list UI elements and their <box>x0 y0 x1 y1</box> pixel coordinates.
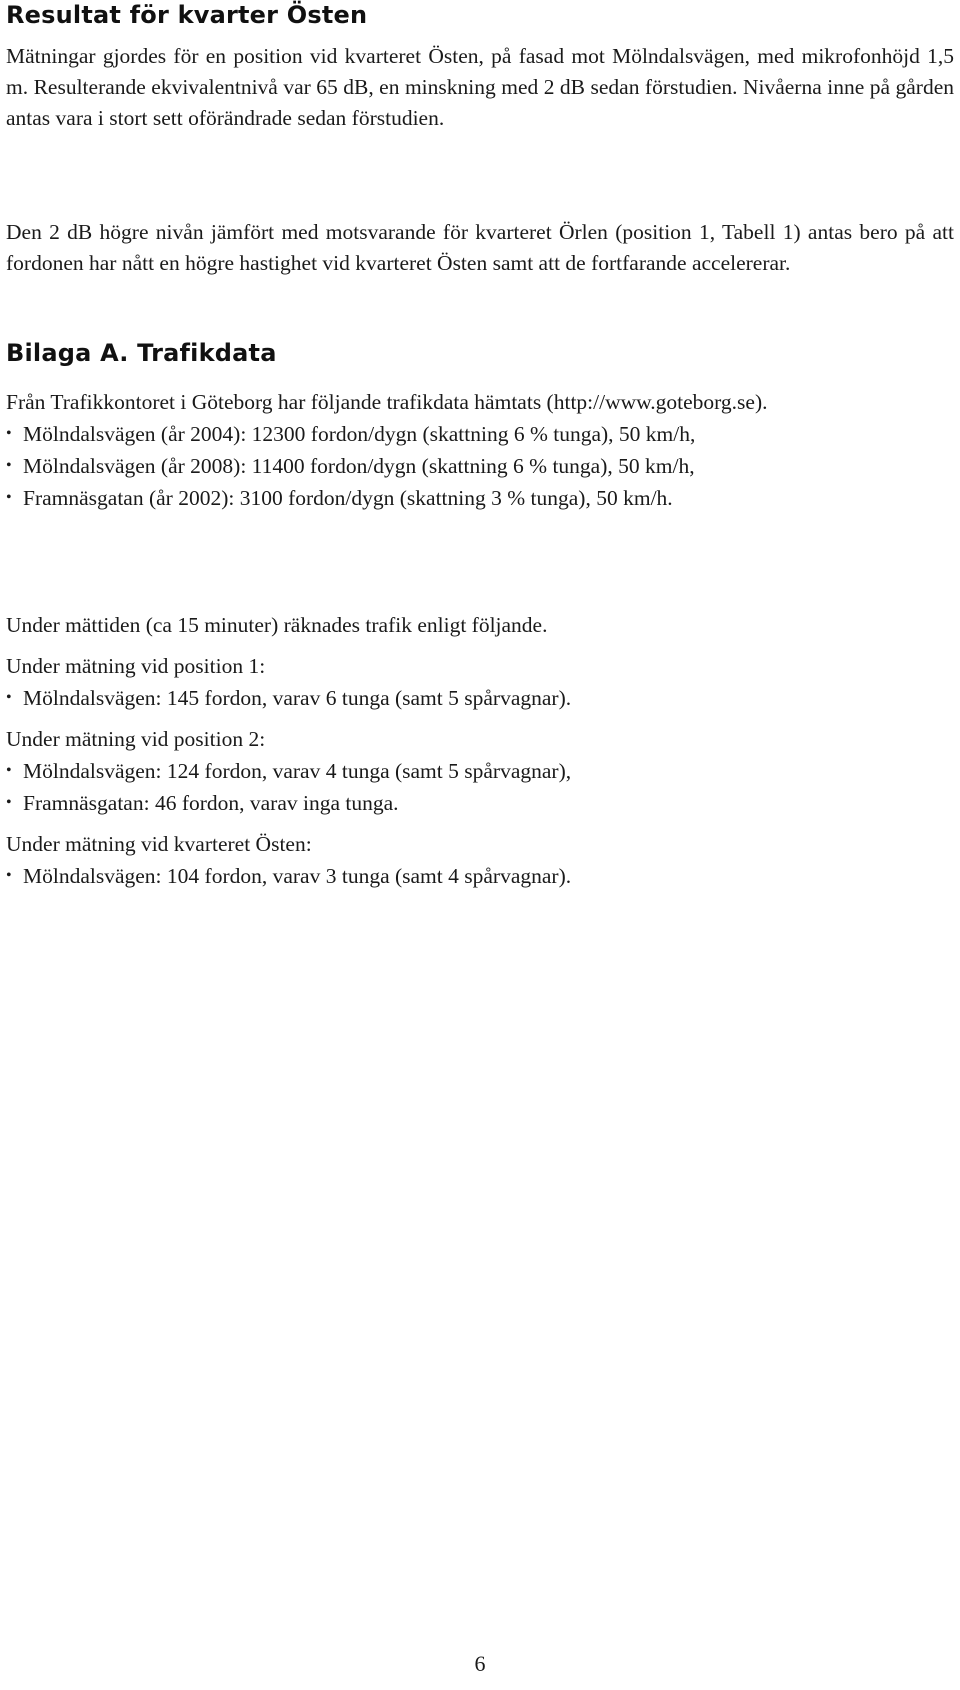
traffic-list <box>6 418 954 514</box>
traffic-data-block <box>6 387 954 514</box>
position2-label: Under mätning vid position 2: <box>6 727 266 751</box>
results-paragraph-2: Den 2 dB högre nivån jämfört med motsvarande för kvarteret Örlen (position 1, Tabell 1) antas bero på att fordonen har nått en högre hastighet vid kvarteret Östen samt att de fortfarande accelererar. <box>6 220 954 275</box>
results-paragraph-1: Mätningar gjordes för en position vid kvarteret Östen, på fasad mot Mölndalsvägen, med mikrofonhöjd 1,5 m. Resulterande ekvivalentnivå var 65 dB, en minskning med 2 dB sedan förstudien. Nivåerna inne på gården antas vara i stort sett oförändrade sedan förstudien. <box>6 44 954 130</box>
measurement-block <box>6 610 954 902</box>
measurement-intro-group <box>6 610 954 641</box>
bullet-icon: • <box>6 457 12 474</box>
osten-list <box>6 860 954 892</box>
bullet-icon: • <box>6 794 12 811</box>
page-number: 6 <box>474 1651 486 1676</box>
bullet-icon: • <box>6 689 12 706</box>
list-item: • Mölndalsvägen: 145 fordon, varav 6 tunga (samt 5 spårvagnar). <box>6 682 954 714</box>
list-item: • Mölndalsvägen (år 2008): 11400 fordon/dygn (skattning 6 % tunga), 50 km/h, <box>6 450 954 482</box>
position1-list <box>6 682 954 714</box>
list-item: • Mölndalsvägen: 104 fordon, varav 3 tunga (samt 4 spårvagnar). <box>6 860 954 892</box>
list-item: • Mölndalsvägen (år 2004): 12300 fordon/dygn (skattning 6 % tunga), 50 km/h, <box>6 418 954 450</box>
position1-label: Under mätning vid position 1: <box>6 654 266 678</box>
section-heading-resultat: Resultat för kvarter Östen <box>6 1 368 29</box>
bullet-icon: • <box>6 489 12 506</box>
bullet-icon: • <box>6 867 12 884</box>
measurement-intro: Under mättiden (ca 15 minuter) räknades trafik enligt följande. <box>6 613 548 637</box>
comparison-paragraph-block <box>6 217 954 279</box>
position2-group <box>6 724 954 819</box>
document-page <box>6 0 954 1690</box>
traffic-intro: Från Trafikkontoret i Göteborg har följande trafikdata hämtats (http://www.goteborg.se). <box>6 390 768 414</box>
list-item: • Mölndalsvägen: 124 fordon, varav 4 tunga (samt 5 spårvagnar), <box>6 755 954 787</box>
osten-group <box>6 829 954 892</box>
appendix-heading: Bilaga A. Trafikdata <box>6 339 277 367</box>
bullet-icon: • <box>6 425 12 442</box>
results-paragraph-block <box>6 41 954 134</box>
position1-group <box>6 651 954 714</box>
bullet-icon: • <box>6 762 12 779</box>
position2-list <box>6 755 954 819</box>
osten-label: Under mätning vid kvarteret Östen: <box>6 832 312 856</box>
list-item: • Framnäsgatan (år 2002): 3100 fordon/dygn (skattning 3 % tunga), 50 km/h. <box>6 482 954 514</box>
list-item: • Framnäsgatan: 46 fordon, varav inga tunga. <box>6 787 954 819</box>
